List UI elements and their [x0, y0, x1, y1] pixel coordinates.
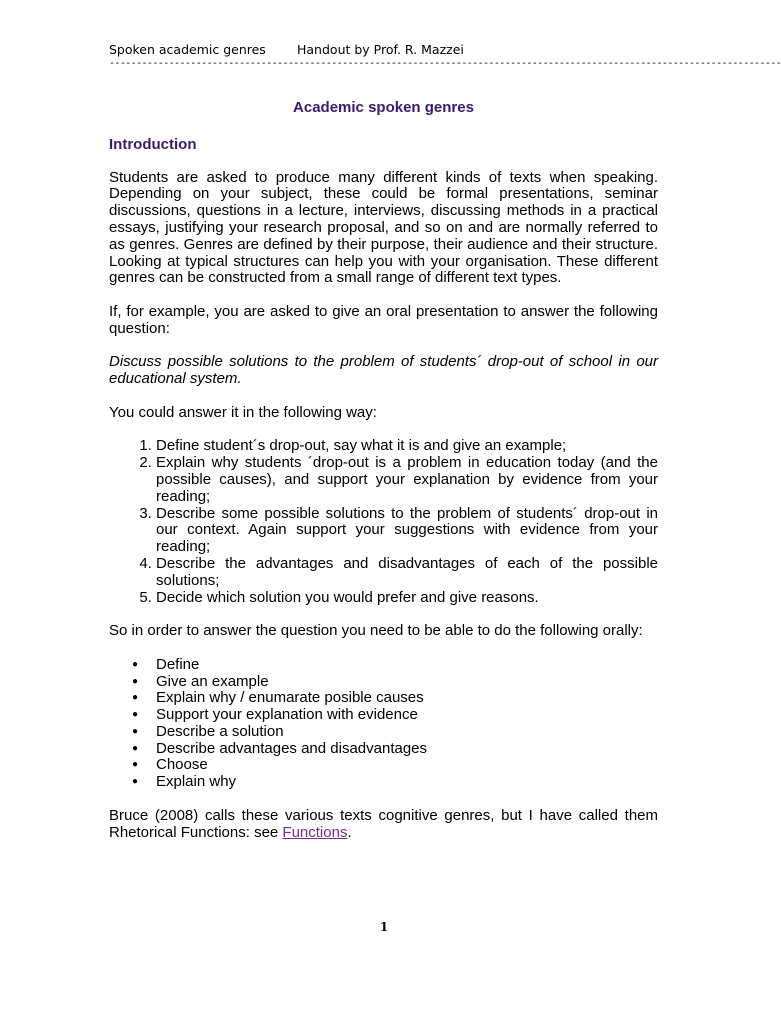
list-item — [132, 689, 658, 707]
conclusion-end: . — [347, 823, 352, 841]
bullet-icon: ● — [132, 742, 139, 754]
list-item-text: Give an example — [156, 672, 269, 690]
header-course-title: Spoken academic genres — [109, 42, 266, 57]
paragraph-conclusion — [109, 808, 658, 842]
paragraph-skills-lead: So in order to answer the question you need to be able to do the following orally: — [109, 622, 643, 640]
list-item — [132, 672, 658, 691]
list-item: 2. Explain why students ´drop-out is a problem in education today (and the possible causes), and support your explanation by evidence from your reading; — [156, 455, 658, 505]
list-item-text: Describe a solution — [156, 722, 284, 740]
bullet-icon: ● — [132, 692, 139, 704]
list-item-text: Choose — [156, 756, 208, 774]
bullet-icon: ● — [132, 725, 139, 737]
list-item — [132, 739, 658, 758]
document-title: Academic spoken genres — [293, 99, 474, 116]
paragraph-intro: Students are asked to produce many different kinds of texts when speaking. Depending on your subject, these could be formal presentations, seminar discussions, questions in a lecture, interviews, discussing methods in a practical essays, justifying your research proposal, and so on and are normally referred to as genres. Genres are defined by their purpose, their audience and their structure. Looking at typical structures can help you with your organisation. These different genres can be constructed from a small range of different text types. — [109, 168, 658, 287]
paragraph-example: If, for example, you are asked to give an oral presentation to answer the following question: — [109, 302, 658, 337]
list-item-text: Explain why — [156, 773, 237, 791]
document-body — [109, 100, 658, 858]
bullet-icon: ● — [132, 709, 139, 721]
list-item-text: Define — [156, 655, 200, 673]
paragraph-question: Discuss possible solutions to the problem of students´ drop-out of school in our educational system. — [109, 353, 658, 388]
page-number: 1 — [379, 920, 389, 934]
list-item-text: Support your explanation with evidence — [156, 706, 418, 724]
skills-bullet-list — [109, 657, 658, 791]
bullet-icon: ● — [132, 776, 139, 788]
header-author: Handout by Prof. R. Mazzei — [297, 42, 464, 57]
bullet-icon: ● — [132, 675, 139, 687]
bullet-icon: ● — [132, 759, 139, 771]
list-item — [132, 756, 658, 774]
list-item — [132, 722, 658, 741]
list-item-text: Explain why / enumarate posible causes — [156, 689, 424, 707]
conclusion-text: Bruce (2008) calls these various texts cognitive genres, but I have called them Rhetorical Functions: see — [109, 806, 658, 841]
section-heading-introduction: Introduction — [109, 135, 197, 153]
list-item — [132, 655, 658, 674]
numbered-steps-list — [109, 438, 658, 606]
list-item: 4. Describe the advantages and disadvantages of each of the possible solutions; — [156, 556, 658, 590]
list-item — [132, 773, 658, 791]
list-item — [132, 706, 658, 724]
list-item: 5. Decide which solution you would prefer and give reasons. — [156, 590, 658, 607]
header-divider: ---------------------------------------------------------------------------------------------------------------------------- — [109, 58, 781, 69]
bullet-icon: ● — [132, 658, 139, 670]
functions-link[interactable]: Functions — [282, 823, 348, 841]
list-item: 1. Define student´s drop-out, say what it is and give an example; — [156, 438, 658, 455]
list-item-text: Describe advantages and disadvantages — [156, 739, 428, 757]
list-item: 3. Describe some possible solutions to the problem of students´ drop-out in our context. Again support your suggestions with evidence from your reading; — [156, 506, 658, 556]
paragraph-answer-lead: You could answer it in the following way: — [109, 403, 377, 421]
